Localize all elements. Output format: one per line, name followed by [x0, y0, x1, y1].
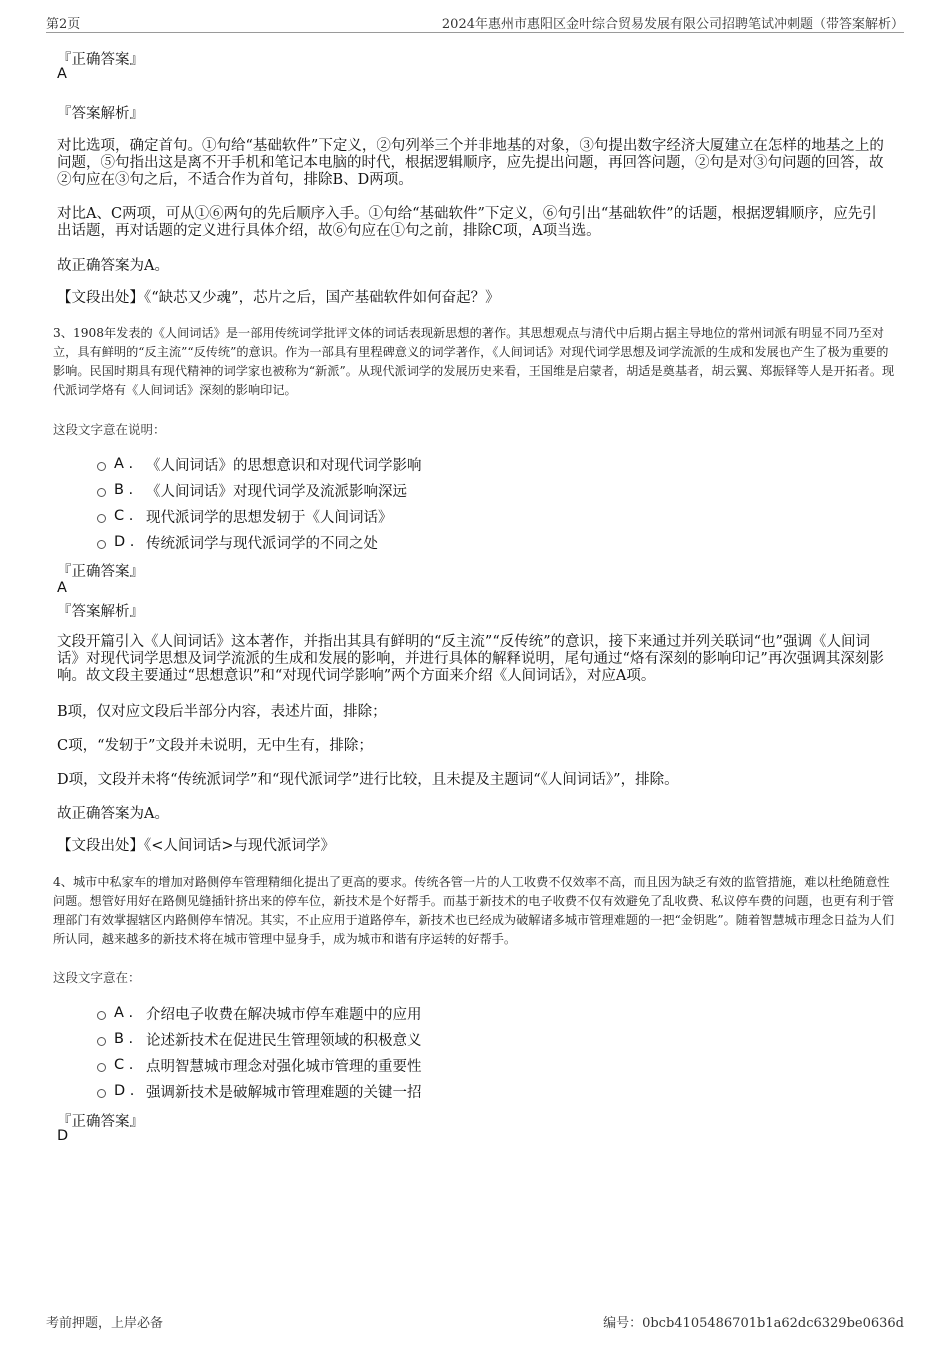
q3-answer-label: 『正确答案』 [57, 564, 144, 580]
q3-analysis-label: 『答案解析』 [57, 604, 144, 620]
q4-option-a[interactable]: A . 介绍电子收费在解决城市停车难题中的应用 [97, 1003, 422, 1023]
footer-slogan: 考前押题，上岸必备 [46, 1316, 164, 1331]
document-title: 2024年惠州市惠阳区金叶综合贸易发展有限公司招聘笔试冲刺题（带答案解析） [441, 16, 904, 32]
q3-analysis-paragraph: C项，“发轫于”文段并未说明，无中生有，排除； [57, 738, 373, 754]
option-text: 介绍电子收费在解决城市停车难题中的应用 [146, 1006, 422, 1023]
q3-question-text: 3、1908年发表的《人间词话》是一部用传统词学批评文体的词话表现新思想的著作。其思想观点与清代中后期占据主导地位的常州词派有明显不同乃至对立，具有鲜明的“反主流”“反传统”的意识。作为一部具有里程碑意义的词学著作，《人间词话》对现代词学思想及词学流派的生成和发展也产生了极为重要的影响。民国时期具有现代精神的词学家也被称为“新派”。从现代派词学的发展历史来看，王国维是启蒙者，胡适是奠基者，胡云翼、郑振铎等人是开拓者。现代派词学烙有《人间词话》深刻的影响印记。 [53, 326, 895, 397]
q3-analysis-paragraph: B项，仅对应文段后半部分内容，表述片面，排除； [57, 704, 387, 720]
q2-analysis-conclusion: 故正确答案为A。 [57, 258, 169, 274]
q3-analysis-conclusion: 故正确答案为A。 [57, 806, 169, 822]
q3-option-b[interactable]: B . 《人间词话》对现代词学及流派影响深远 [97, 480, 407, 500]
option-text: 论述新技术在促进民生管理领域的积极意义 [146, 1032, 422, 1049]
q3-option-d[interactable]: D . 传统派词学与现代派词学的不同之处 [97, 532, 378, 552]
option-text: 现代派词学的思想发轫于《人间词话》 [146, 509, 393, 526]
option-text: 强调新技术是破解城市管理难题的关键一招 [146, 1084, 422, 1101]
option-text: 点明智慧城市理念对强化城市管理的重要性 [146, 1058, 422, 1075]
q3-source: 【文段出处】《<人间词话>与现代派词学》 [57, 838, 336, 854]
radio-icon[interactable] [97, 1037, 106, 1046]
q4-answer: D [57, 1128, 69, 1144]
radio-icon[interactable] [97, 1011, 106, 1020]
q2-answer: A [57, 66, 67, 82]
q4-option-b[interactable]: B . 论述新技术在促进民生管理领域的积极意义 [97, 1029, 422, 1049]
radio-icon[interactable] [97, 488, 106, 497]
page-number: 第2页 [46, 16, 81, 32]
radio-icon[interactable] [97, 1089, 106, 1098]
radio-icon[interactable] [97, 514, 106, 523]
q4-question-text: 4、城市中私家车的增加对路侧停车管理精细化提出了更高的要求。传统各管一片的人工收费不仅效率不高，而且因为缺乏有效的监管措施，难以杜绝随意性问题。想管好用好在路侧见缝插针挤出来的停车位，新技术是个好帮手。而基于新技术的电子收费不仅有效避免了乱收费、私议停车费的问题，也更有利于管理部门有效掌握辖区内路侧停车情况。其实，不止应用于道路停车，新技术也已经成为破解诸多城市管理难题的一把“金钥匙”。随着智慧城市理念日益为人们所认同，越来越多的新技术将在城市管理中显身手，成为城市和谐有序运转的好帮手。 [53, 875, 895, 946]
q3-analysis-paragraph: D项，文段并未将“传统派词学”和“现代派词学”进行比较，且未提及主题词“《人间词话》”，排除。 [57, 772, 679, 788]
q3-answer: A [57, 580, 67, 596]
q2-analysis-paragraph: 对比选项，确定首句。①句给“基础软件”下定义，②句列举三个并非地基的对象，③句提出数字经济大厦建立在怎样的地基之上的问题，⑤句指出这是离不开手机和笔记本电脑的时代，根据逻辑顺序，应先提出问题，再回答问题，②句是对③句问题的回答，故②句应在③句之后，不适合作为首句，排除B、D两项。 [57, 138, 884, 188]
q3-analysis-paragraph: 文段开篇引入《人间词话》这本著作，并指出其具有鲜明的“反主流”“反传统”的意识，接下来通过并列关联词“也”强调《人间词话》对现代词学思想及词学流派的生成和发展的影响，并进行具体的解释说明，尾句通过“烙有深刻的影响印记”再次强调其深刻影响。故文段主要通过“思想意识”和“对现代词学影响”两个方面来介绍《人间词话》，对应A项。 [57, 634, 884, 684]
radio-icon[interactable] [97, 540, 106, 549]
q3-option-a[interactable]: A . 《人间词话》的思想意识和对现代词学影响 [97, 454, 422, 474]
option-text: 传统派词学与现代派词学的不同之处 [146, 535, 378, 552]
q4-option-d[interactable]: D . 强调新技术是破解城市管理难题的关键一招 [97, 1081, 422, 1101]
q2-analysis-label: 『答案解析』 [57, 106, 144, 122]
option-text: 《人间词话》对现代词学及流派影响深远 [146, 483, 407, 500]
q4-prompt: 这段文字意在： [53, 970, 141, 985]
option-text: 《人间词话》的思想意识和对现代词学影响 [146, 457, 422, 474]
page-footer [46, 1312, 904, 1332]
q3-prompt: 这段文字意在说明： [53, 422, 166, 437]
q3-option-c[interactable]: C . 现代派词学的思想发轫于《人间词话》 [97, 506, 393, 526]
document-id: 编号：0bcb4105486701b1a62dc6329be0636d [603, 1316, 904, 1331]
q2-analysis-paragraph: 对比A、C两项，可从①⑥两句的先后顺序入手。①句给“基础软件”下定义，⑥句引出“基础软件”的话题，根据逻辑顺序，应先引出话题，再对话题的定义进行具体介绍，故⑥句应在①句之前，排除C项，A项当选。 [57, 206, 877, 239]
q4-answer-label: 『正确答案』 [57, 1114, 144, 1130]
q2-answer-label: 『正确答案』 [57, 52, 144, 68]
radio-icon[interactable] [97, 1063, 106, 1072]
page-header [46, 12, 904, 33]
q4-option-c[interactable]: C . 点明智慧城市理念对强化城市管理的重要性 [97, 1055, 422, 1075]
q2-source: 【文段出处】《“缺芯又少魂”，芯片之后，国产基础软件如何奋起？》 [57, 290, 500, 306]
radio-icon[interactable] [97, 462, 106, 471]
